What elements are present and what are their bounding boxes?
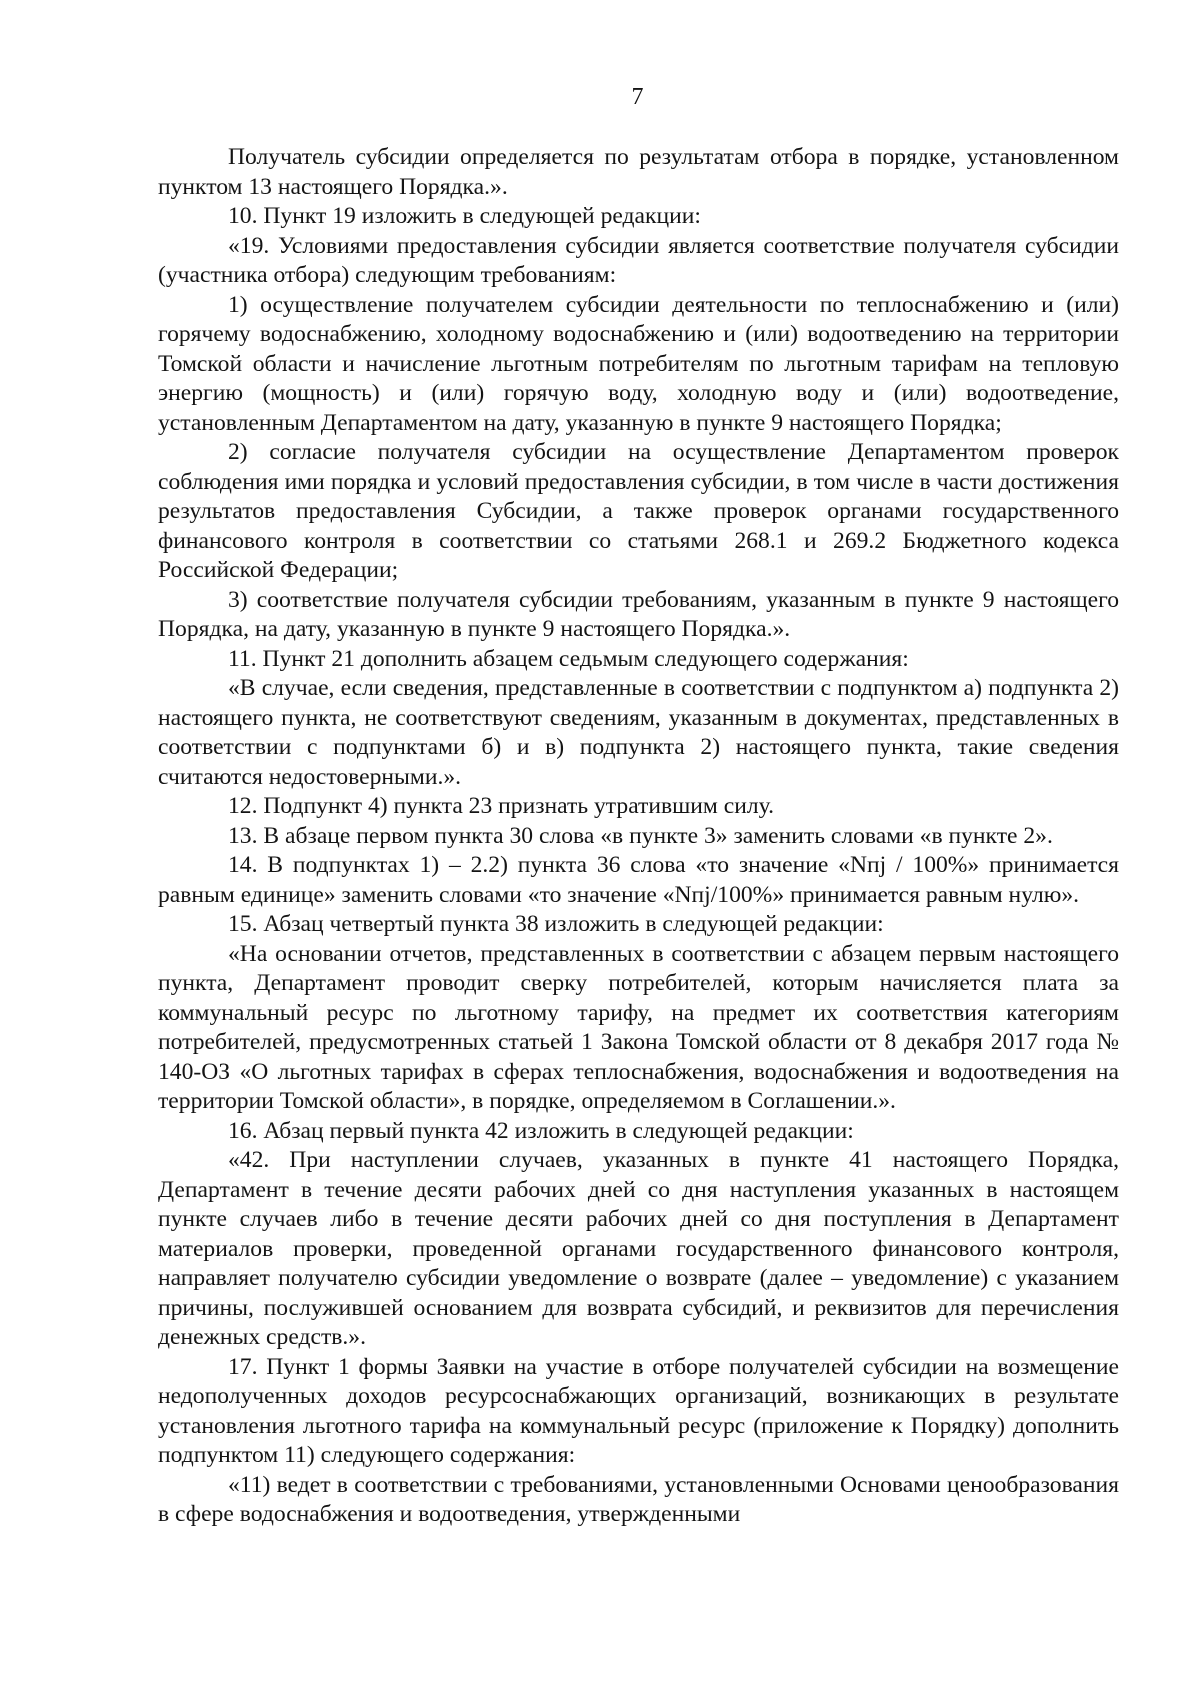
paragraph-item-10: 10. Пункт 19 изложить в следующей редакции: [228,203,701,229]
paragraph-point-19: «19. Условиями предоставления субсидии является соответствие получателя субсидии (участника отбора) следующим требованиям: [158,232,1119,288]
paragraph-item-17: 17. Пункт 1 формы Заявки на участие в отборе получателей субсидии на возмещение недополученных доходов ресурсоснабжающих организаций, возникающих в результате установления льготного тарифа на коммунальный ресурс (приложение к Порядку) дополнить подпунктом 11) следующего содержания: [158,1353,1119,1468]
paragraph-item-13: 13. В абзаце первом пункта 30 слова «в пункте 3» заменить словами «в пункте 2». [228,822,1053,849]
paragraph-item-11: 11. Пункт 21 дополнить абзацем седьмым следующего содержания: [228,645,909,672]
paragraph-item-15: 15. Абзац четвертый пункта 38 изложить в следующей редакции: [228,911,884,937]
paragraph-requirement-3: 3) соответствие получателя субсидии требованиям, указанным в пункте 9 настоящего Порядка, на дату, указанную в пункте 9 настоящего Порядка.». [158,586,1119,642]
paragraph-item-12: 12. Подпункт 4) пункта 23 признать утратившим силу. [228,793,774,819]
paragraph-requirement-2: 2) согласие получателя субсидии на осуществление Департаментом проверок соблюдения ими порядка и условий предоставления субсидии, в том числе в части достижения результатов предоставления Субсидии, а также проверок органами государственного финансового контроля в соответствии со статьями 268.1 и 269.2 Бюджетного кодекса Российской Федерации; [158,439,1119,583]
document-body [158,143,1119,1530]
paragraph-requirement-1: 1) осуществление получателем субсидии деятельности по теплоснабжению и (или) горячему водоснабжению, холодному водоснабжению и (или) водоотведению на территории Томской области и начисление льготным потребителям по льготным тарифам на тепловую энергию (мощность) и (или) горячую воду, холодную воду и (или) водоотведение, установленным Департаментом на дату, указанную в пункте 9 настоящего Порядка; [158,291,1119,436]
paragraph-item-16: 16. Абзац первый пункта 42 изложить в следующей редакции: [228,1117,854,1144]
paragraph-point-42: «42. При наступлении случаев, указанных в пункте 41 настоящего Порядка, Департамент в течение десяти рабочих дней со дня наступления указанных в настоящем пункте случаев либо в течение десяти рабочих дней со дня поступления в Департамент материалов проверки, проведенной органами государственного финансового контроля, направляет получателю субсидии уведомление о возврате (далее – уведомление) с указанием причины, послужившей основанием для возврата субсидий, и реквизитов для перечисления денежных средств.». [158,1147,1119,1350]
paragraph-recipient-selection: Получатель субсидии определяется по результатам отбора в порядке, установленном пунктом 13 настоящего Порядка.». [158,144,1119,200]
paragraph-unreliable-info: «В случае, если сведения, представленные в соответствии с подпунктом а) подпункта 2) настоящего пункта, не соответствуют сведениям, указанным в документах, представленных в соответствии с подпунктами б) и в) подпункта 2) настоящего пункта, такие сведения считаются недостоверными.». [158,675,1119,790]
page-number: 7 [631,84,644,110]
paragraph-subpoint-11: «11) ведет в соответствии с требованиями, установленными Основами ценообразования в сфере водоснабжения и водоотведения, утвержденными [158,1471,1119,1527]
paragraph-reports-verification: «На основании отчетов, представленных в соответствии с абзацем первым настоящего пункта, Департамент проводит сверку потребителей, которым начисляется плата за коммунальный ресурс по льготному тарифу, на предмет их соответствия категориям потребителей, предусмотренных статьей 1 Закона Томской области от 8 декабря 2017 года № 140-ОЗ «О льготных тарифах в сферах теплоснабжения, водоснабжения и водоотведения на территории Томской области», в порядке, определяемом в Соглашении.». [158,940,1119,1114]
paragraph-item-14: 14. В подпунктах 1) – 2.2) пункта 36 слова «то значение «Nпj / 100%» принимается равным единице» заменить словами «то значение «Nпj/100%» принимается равным нулю». [158,852,1119,908]
